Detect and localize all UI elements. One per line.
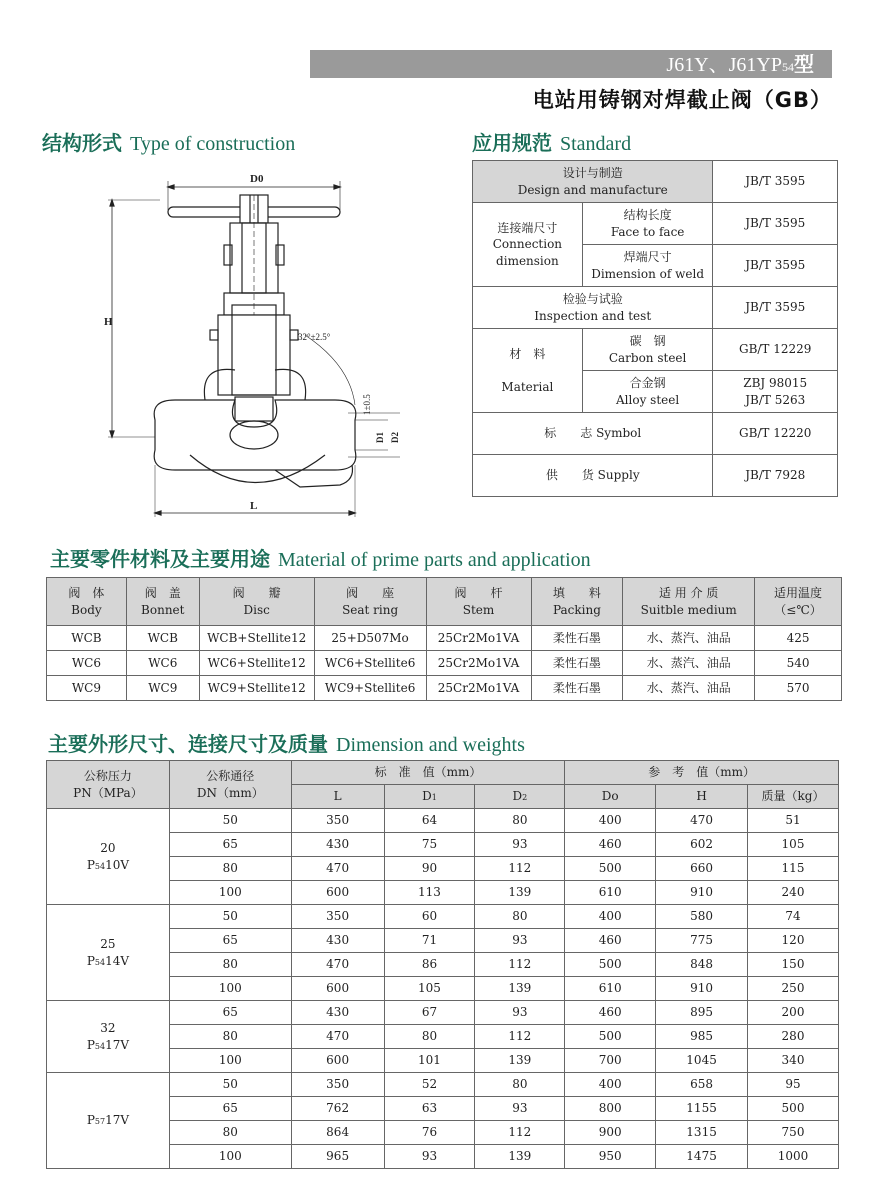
pressure-value: 20 [100, 841, 116, 856]
header-en: Seat ring [342, 602, 399, 617]
header-bonnet [126, 578, 199, 626]
header-d2 [475, 785, 565, 809]
table-cell: WC9 [47, 676, 127, 701]
label-d2: D2 [390, 432, 400, 443]
table-cell: 240 [748, 881, 839, 905]
table-cell: 1155 [656, 1097, 748, 1121]
label-h: H [104, 316, 113, 328]
header-h: H [656, 785, 748, 809]
table-cell: 900 [565, 1121, 656, 1145]
table-cell: 水、蒸汽、油品 [623, 651, 755, 676]
header-d1-main: D [422, 789, 432, 804]
table-cell: 864 [291, 1121, 384, 1145]
table-cell: 71 [384, 929, 475, 953]
header-zh: 阀 盖 [144, 586, 181, 601]
table-cell: 25Cr2Mo1VA [426, 676, 531, 701]
table-cell: 1045 [656, 1049, 748, 1073]
table-cell: 100 [169, 977, 291, 1001]
table-cell: 112 [475, 857, 565, 881]
table-row [47, 905, 839, 929]
material-label [473, 329, 583, 413]
table-cell: 水、蒸汽、油品 [623, 626, 755, 651]
pressure-value: 25 [100, 937, 116, 952]
table-cell: 139 [475, 1049, 565, 1073]
face-value: JB/T 3595 [713, 203, 838, 245]
table-cell: 600 [291, 1049, 384, 1073]
table-cell: 柔性石墨 [531, 651, 623, 676]
header-d1-sub: 1 [431, 793, 437, 803]
table-cell: 150 [748, 953, 839, 977]
table-cell: 86 [384, 953, 475, 977]
table-cell: 1475 [656, 1145, 748, 1169]
table-cell: 610 [565, 881, 656, 905]
header-zh: 阀 体 [68, 586, 105, 601]
header-en: （≤℃） [774, 602, 822, 617]
weld-en: Dimension of weld [591, 266, 705, 281]
table-cell: 93 [475, 833, 565, 857]
pressure-code [87, 1113, 129, 1127]
table-cell: 76 [384, 1121, 475, 1145]
table-cell: 柔性石墨 [531, 676, 623, 701]
table-cell: 910 [656, 881, 748, 905]
supply-label [473, 455, 713, 497]
carbon-value: GB/T 12229 [713, 329, 838, 371]
table-cell: 600 [291, 977, 384, 1001]
table-cell: 350 [291, 809, 384, 833]
material-table-body [47, 626, 842, 701]
table-row [473, 287, 838, 329]
header-d2-sub: 2 [522, 793, 528, 803]
supply-en: Supply [597, 468, 640, 483]
table-cell: 93 [384, 1145, 475, 1169]
materials-title-en: Material of prime parts and application [278, 549, 591, 571]
table-cell: 400 [565, 1073, 656, 1097]
connection-zh: 连接端尺寸 [497, 221, 558, 236]
page-title: 电站用铸钢对焊截止阀（GB） [532, 88, 832, 112]
table-cell: 105 [384, 977, 475, 1001]
materials-title-zh: 主要零件材料及主要用途 [50, 547, 270, 571]
design-label [473, 161, 713, 203]
dimension-table-body [47, 809, 839, 1169]
pressure-code [87, 858, 129, 872]
supply-zh: 供 货 [545, 468, 594, 483]
pressure-value: 32 [100, 1021, 116, 1036]
table-cell: 350 [291, 905, 384, 929]
table-cell: 105 [748, 833, 839, 857]
table-cell: 100 [169, 881, 291, 905]
table-cell: 64 [384, 809, 475, 833]
table-cell: 1315 [656, 1121, 748, 1145]
carbon-label [582, 329, 713, 371]
pressure-code-part: 17V [105, 1113, 130, 1128]
pressure-code-part: 54 [94, 1041, 106, 1051]
table-cell: 139 [475, 881, 565, 905]
symbol-zh: 标 志 [544, 426, 593, 441]
table-cell: 101 [384, 1049, 475, 1073]
table-cell: 93 [475, 929, 565, 953]
table-cell: 540 [755, 651, 842, 676]
header-en: Suitble medium [640, 602, 737, 617]
header-stem [426, 578, 531, 626]
table-cell: 139 [475, 977, 565, 1001]
header-disc [199, 578, 314, 626]
header-zh: 阀 杆 [454, 586, 503, 601]
table-cell: 425 [755, 626, 842, 651]
pressure-cell [47, 809, 170, 905]
table-cell: 60 [384, 905, 475, 929]
alloy-label [582, 371, 713, 413]
header-body [47, 578, 127, 626]
header-en: Disc [243, 602, 270, 617]
table-cell: 52 [384, 1073, 475, 1097]
table-cell: 80 [169, 857, 291, 881]
table-cell: 500 [565, 953, 656, 977]
table-cell: 93 [475, 1097, 565, 1121]
weld-label [582, 245, 713, 287]
standard-table [472, 160, 838, 497]
header-d2-main: D [512, 789, 523, 804]
header-do: Do [565, 785, 656, 809]
inspection-zh: 检验与试验 [562, 292, 623, 307]
table-cell: WC9+Stellite6 [314, 676, 426, 701]
design-en: Design and manufacture [517, 182, 668, 197]
face-zh: 结构长度 [623, 208, 672, 223]
table-cell: 762 [291, 1097, 384, 1121]
table-cell: WC9 [126, 676, 199, 701]
table-row [473, 329, 838, 371]
table-cell: 25Cr2Mo1VA [426, 651, 531, 676]
weld-zh: 焊端尺寸 [623, 250, 672, 265]
carbon-en: Carbon steel [608, 350, 687, 365]
header-en: Bonnet [141, 602, 185, 617]
label-l: L [250, 500, 258, 512]
connection-en1: Connection [492, 237, 563, 252]
table-row [47, 1001, 839, 1025]
table-cell: WC6+Stellite12 [199, 651, 314, 676]
table-cell: 柔性石墨 [531, 626, 623, 651]
header-en: Stem [462, 602, 495, 617]
model-bar [310, 50, 832, 78]
header-mass: 质量（kg） [748, 785, 839, 809]
materials-title [50, 543, 591, 572]
construction-title [42, 127, 295, 156]
table-cell: 25Cr2Mo1VA [426, 626, 531, 651]
header-temperature [755, 578, 842, 626]
table-cell: 848 [656, 953, 748, 977]
table-cell: 895 [656, 1001, 748, 1025]
header-dn-label: 公称通径 [206, 769, 255, 784]
table-cell: 93 [475, 1001, 565, 1025]
table-cell: 80 [384, 1025, 475, 1049]
table-cell: 95 [748, 1073, 839, 1097]
table-cell: 985 [656, 1025, 748, 1049]
header-en: Packing [552, 602, 601, 617]
supply-value: JB/T 7928 [713, 455, 838, 497]
table-cell: WCB+Stellite12 [199, 626, 314, 651]
table-cell: 100 [169, 1145, 291, 1169]
table-cell: 75 [384, 833, 475, 857]
alloy-en: Alloy steel [616, 392, 680, 407]
table-cell: 50 [169, 1073, 291, 1097]
table-cell: 74 [748, 905, 839, 929]
header-pn [47, 761, 170, 809]
table-row [473, 203, 838, 245]
table-row [47, 1073, 839, 1097]
table-cell: WC6 [47, 651, 127, 676]
pressure-code-part: P [86, 953, 95, 968]
table-row [47, 676, 842, 701]
table-cell: 470 [291, 857, 384, 881]
table-cell: 65 [169, 1097, 291, 1121]
table-cell: 775 [656, 929, 748, 953]
label-tolerance: 1±0.5 [362, 394, 372, 415]
table-cell: 350 [291, 1073, 384, 1097]
header-seat-ring [314, 578, 426, 626]
table-cell: 430 [291, 929, 384, 953]
table-cell: 112 [475, 1121, 565, 1145]
table-cell: 910 [656, 977, 748, 1001]
table-cell: 430 [291, 1001, 384, 1025]
table-cell: 570 [755, 676, 842, 701]
pressure-code-part: 10V [105, 857, 130, 872]
inspection-value: JB/T 3595 [713, 287, 838, 329]
table-cell: WCB [47, 626, 127, 651]
table-cell: 280 [748, 1025, 839, 1049]
table-row [473, 413, 838, 455]
alloy-zh: 合金钢 [629, 376, 666, 391]
table-cell: 340 [748, 1049, 839, 1073]
design-value: JB/T 3595 [713, 161, 838, 203]
table-cell: 80 [169, 953, 291, 977]
label-angle: 32°±2.5° [298, 332, 331, 342]
model-suffix: 型 [794, 52, 814, 76]
table-cell: 500 [748, 1097, 839, 1121]
alloy-value2: JB/T 5263 [745, 392, 806, 407]
face-label [582, 203, 713, 245]
table-cell: 112 [475, 1025, 565, 1049]
table-cell: 470 [656, 809, 748, 833]
construction-title-en: Type of construction [130, 133, 296, 155]
table-cell: 51 [748, 809, 839, 833]
standard-title [472, 127, 631, 156]
header-pn-label: 公称压力 [83, 769, 132, 784]
construction-title-zh: 结构形式 [42, 131, 122, 155]
pressure-cell [47, 1073, 170, 1169]
header-zh: 阀 瓣 [232, 586, 281, 601]
connection-en2: dimension [496, 253, 559, 268]
header-en: Body [71, 602, 102, 617]
table-cell: 113 [384, 881, 475, 905]
model-subscript: 54 [782, 60, 794, 74]
face-en: Face to face [610, 224, 685, 239]
material-table [46, 577, 842, 701]
header-zh: 适 用 介 质 [658, 586, 719, 601]
table-cell: 50 [169, 905, 291, 929]
pressure-cell [47, 1001, 170, 1073]
pressure-code-part: 54 [94, 957, 106, 967]
table-cell: 80 [475, 809, 565, 833]
symbol-label [473, 413, 713, 455]
table-cell: 460 [565, 1001, 656, 1025]
pressure-cell [47, 905, 170, 1001]
connection-label [473, 203, 583, 287]
header-packing [531, 578, 623, 626]
table-cell: 50 [169, 809, 291, 833]
table-cell: 115 [748, 857, 839, 881]
pressure-code-part: P [86, 1113, 95, 1128]
header-zh: 适用温度 [774, 586, 823, 601]
pressure-code-part: P [86, 1037, 95, 1052]
pressure-code-part: 14V [105, 953, 130, 968]
table-row [473, 161, 838, 203]
dimensions-title [48, 728, 525, 757]
table-cell: 63 [384, 1097, 475, 1121]
design-zh: 设计与制造 [562, 166, 623, 181]
table-row [47, 809, 839, 833]
header-dn [169, 761, 291, 809]
table-cell: 80 [475, 1073, 565, 1097]
table-cell: 120 [748, 929, 839, 953]
table-cell: 965 [291, 1145, 384, 1169]
pressure-code-part: P [86, 857, 95, 872]
table-cell: 65 [169, 833, 291, 857]
table-cell: 460 [565, 929, 656, 953]
dimensions-title-en: Dimension and weights [336, 734, 525, 756]
header-d1 [384, 785, 475, 809]
table-cell: 500 [565, 857, 656, 881]
table-cell: 250 [748, 977, 839, 1001]
table-cell: 658 [656, 1073, 748, 1097]
table-header-row [47, 761, 839, 785]
carbon-zh: 碳 钢 [629, 334, 666, 349]
standard-title-zh: 应用规范 [472, 131, 552, 155]
table-cell: 470 [291, 1025, 384, 1049]
pressure-code [87, 1038, 129, 1052]
header-zh: 填 料 [552, 586, 601, 601]
alloy-value1: ZBJ 98015 [743, 376, 808, 391]
table-cell: 700 [565, 1049, 656, 1073]
valve-drawing [100, 165, 420, 520]
table-cell: 65 [169, 1001, 291, 1025]
pressure-code-part: 17V [105, 1037, 130, 1052]
pressure-code-part: 54 [94, 861, 106, 871]
header-l: L [291, 785, 384, 809]
table-row [47, 651, 842, 676]
table-cell: 610 [565, 977, 656, 1001]
table-cell: 80 [169, 1121, 291, 1145]
table-cell: WC6 [126, 651, 199, 676]
table-row [473, 455, 838, 497]
pressure-code [87, 954, 129, 968]
header-reference-values: 参 考 值（mm） [565, 761, 839, 785]
header-medium [623, 578, 755, 626]
label-d1: D1 [375, 432, 385, 443]
table-cell: 400 [565, 809, 656, 833]
table-cell: 1000 [748, 1145, 839, 1169]
inspection-label [473, 287, 713, 329]
table-cell: 水、蒸汽、油品 [623, 676, 755, 701]
table-cell: 580 [656, 905, 748, 929]
table-cell: 602 [656, 833, 748, 857]
table-cell: 950 [565, 1145, 656, 1169]
table-cell: 470 [291, 953, 384, 977]
table-cell: WCB [126, 626, 199, 651]
dimension-table [46, 760, 839, 1169]
table-cell: 100 [169, 1049, 291, 1073]
dimensions-title-zh: 主要外形尺寸、连接尺寸及质量 [48, 732, 328, 756]
table-cell: 400 [565, 905, 656, 929]
weld-value: JB/T 3595 [713, 245, 838, 287]
table-header-row [47, 578, 842, 626]
table-cell: 112 [475, 953, 565, 977]
symbol-value: GB/T 12220 [713, 413, 838, 455]
header-standard-values: 标 准 值（mm） [291, 761, 565, 785]
table-cell: 139 [475, 1145, 565, 1169]
material-zh: 材 料 [509, 347, 546, 362]
header-pn-unit: PN（MPa） [73, 785, 143, 800]
table-cell: 430 [291, 833, 384, 857]
table-cell: WC6+Stellite6 [314, 651, 426, 676]
table-row [47, 626, 842, 651]
table-cell: 460 [565, 833, 656, 857]
standard-title-en: Standard [560, 133, 632, 155]
table-cell: 65 [169, 929, 291, 953]
table-cell: 750 [748, 1121, 839, 1145]
table-cell: 800 [565, 1097, 656, 1121]
material-en: Material [501, 379, 554, 394]
symbol-en: Symbol [596, 426, 642, 441]
table-cell: 25+D507Mo [314, 626, 426, 651]
table-cell: 660 [656, 857, 748, 881]
table-cell: WC9+Stellite12 [199, 676, 314, 701]
table-cell: 67 [384, 1001, 475, 1025]
inspection-en: Inspection and test [534, 308, 652, 323]
table-cell: 80 [169, 1025, 291, 1049]
table-cell: 600 [291, 881, 384, 905]
pressure-code-part: 57 [94, 1117, 106, 1127]
label-d0: D0 [250, 173, 264, 185]
header-dn-unit: DN（mm） [196, 785, 264, 800]
table-cell: 500 [565, 1025, 656, 1049]
alloy-value [713, 371, 838, 413]
header-zh: 阀 座 [346, 586, 395, 601]
model-text: J61Y、J61YP [666, 54, 782, 76]
table-cell: 90 [384, 857, 475, 881]
table-cell: 200 [748, 1001, 839, 1025]
table-cell: 80 [475, 905, 565, 929]
